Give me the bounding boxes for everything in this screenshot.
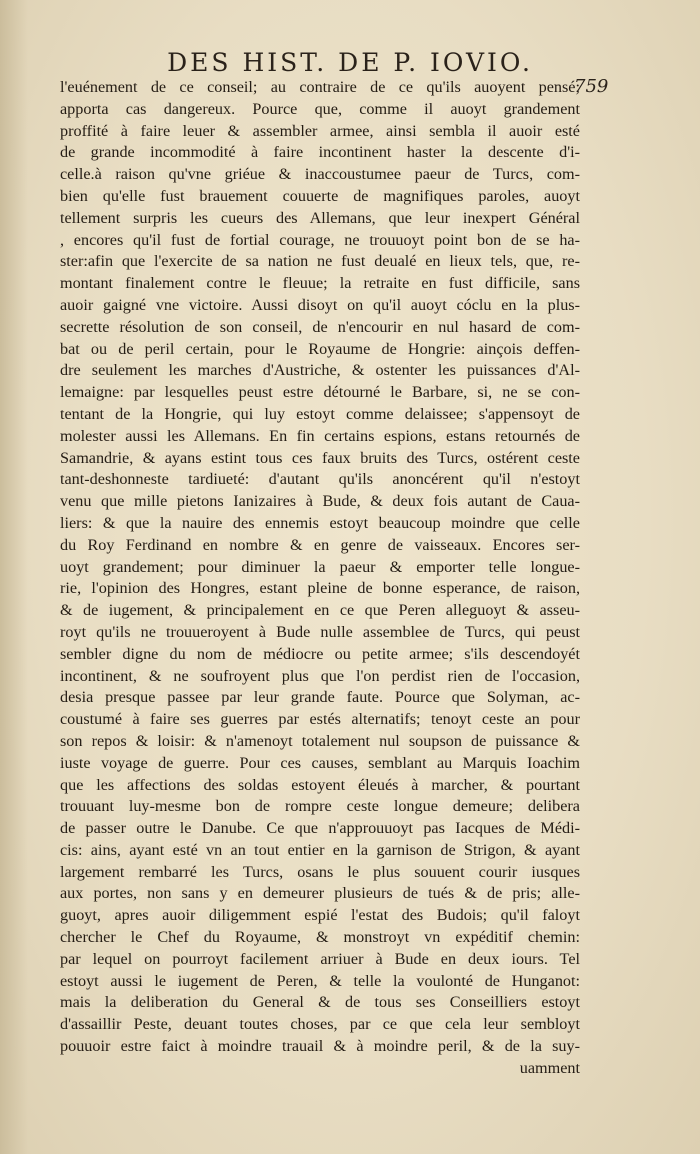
- text-line: son repos & loisir: & n'amenoyt totalement nul soupson de puissance &: [60, 731, 580, 750]
- text-line: royt qu'ils ne trouueroyent à Bude nulle assemblee de Turcs, qui peust: [60, 622, 580, 641]
- text-line: d'assaillir Peste, deuant toutes choses, par ce que cela leur sembloyt: [60, 1015, 580, 1034]
- body-text: [60, 77, 580, 1080]
- text-line: chercher le Chef du Royaume, & monstroyt vn expéditif chemin:: [60, 928, 580, 947]
- running-title: DES HIST. DE P. IOVIO.: [167, 48, 533, 77]
- text-line: trouuant luy-mesme bon de rompre ceste longue demeure; delibera: [60, 797, 580, 816]
- text-line: Samandrie, & ayans estint tous ces faux bruits des Turcs, ostérent ceste: [60, 448, 580, 467]
- text-line: rie, l'opinion des Hongres, estant pleine de bonne esperance, de raison,: [60, 579, 580, 598]
- text-line: uoyt grandement; pour diminuer la paeur & emporter telle longue-: [60, 557, 580, 576]
- text-line: l'euénement de ce conseil; au contraire de ce qu'ils auoyent pensé;: [60, 78, 580, 96]
- text-line: coustumé à faire ses guerres par estés alternatifs; tenoyt ceste an pour: [60, 710, 580, 729]
- text-line: ster:afin que l'exercite de sa nation ne fust deualé en lieux tels, que, re-: [60, 252, 580, 271]
- text-line: venu que mille pietons Ianizaires à Bude, & deux fois autant de Caua-: [60, 492, 580, 511]
- text-line: celle.à raison qu'vne griéue & inaccoustumee paeur de Turcs, com-: [60, 165, 580, 184]
- text-line: , encores qu'il fust de fortial courage, ne trouuoyt point bon de se ha-: [60, 230, 580, 249]
- text-line: bat ou de peril certain, pour le Royaume de Hongrie: ainçois deffen-: [60, 339, 580, 358]
- text-line: guoyt, apres auoir diligemment espié l'estat des Budois; qu'il faloyt: [60, 906, 580, 925]
- text-line: aux portes, non sans y en demeurer plusieurs de tués & de pris; alle-: [60, 884, 580, 903]
- text-line: estoyt aussi le iugement de Peren, & telle la voulonté de Hunganot:: [60, 971, 580, 990]
- text-line: auoir gaigné vne victoire. Aussi disoyt on qu'il auoyt cóclu en la plus-: [60, 295, 580, 314]
- text-line: apporta cas dangereux. Pource que, comme il auoyt grandement: [60, 99, 580, 118]
- text-line: proffité à faire leuer & assembler armee, ainsi sembla il auoir esté: [60, 121, 580, 140]
- text-line: dre seulement les marches d'Austriche, & ostenter les puissances d'Al-: [60, 361, 580, 380]
- text-line: bien qu'elle fust brauement couuerte de magnifiques paroles, auoyt: [60, 186, 580, 205]
- text-line: & de iugement, & principalement en ce que Peren alleguoyt & asseu-: [60, 601, 580, 620]
- text-line: du Roy Ferdinand en nombre & en genre de vaisseaux. Encores ser-: [60, 535, 580, 554]
- text-line: de passer outre le Danube. Ce que n'approuuoyt pas Iacques de Médi-: [60, 819, 580, 838]
- text-line: que les affections des soldas estoyent éleués à marcher, & pourtant: [60, 775, 580, 794]
- text-line: sembler digne du nom de médiocre ou petite armee; s'ils descendoyét: [60, 644, 580, 663]
- text-line: secrette résolution de son conseil, de n'encourir en nul hasard de com-: [60, 317, 580, 336]
- page-number: 759: [574, 76, 609, 97]
- text-line: mais la deliberation du General & de tous ses Conseilliers estoyt: [60, 993, 580, 1012]
- text-line: molester aussi les Allemans. En fin certains espions, estans retournés de: [60, 426, 580, 445]
- text-line: par lequel on pourroyt facilement arriuer à Bude en deux iours. Tel: [60, 949, 580, 968]
- text-line: incontinent, & ne soufroyent plus que l'on perdist rien de l'occasion,: [60, 666, 580, 685]
- text-line: montant finalement contre le fleuue; la retraite en fust difficile, sans: [60, 274, 580, 293]
- text-line: tant-deshonneste tardiueté: d'autant qu'ils anoncérent qu'il n'estoyt: [60, 470, 580, 489]
- text-line: liers: & que la nauire des ennemis estoyt beaucoup moindre que celle: [60, 513, 580, 532]
- text-line: de grande incommodité à faire incontinent haster la descente d'i-: [60, 143, 580, 162]
- text-line: lemaigne: par lesquelles peust estre détourné le Barbare, si, ne se con-: [60, 383, 580, 402]
- text-line: iuste voyage de guerre. Pour ces causes, semblant au Marquis Ioachim: [60, 753, 580, 772]
- text-line: pouuoir estre faict à moindre trauail & à moindre peril, & de la suy-: [60, 1037, 580, 1056]
- text-line: tellement surpris les cueurs des Allemans, que leur inexpert Général: [60, 208, 580, 227]
- text-line: desia presque passee par leur grande faute. Pource que Solyman, ac-: [60, 688, 580, 707]
- binding-shadow: [0, 0, 28, 1154]
- text-line: cis: ains, ayant esté vn an tout entier en la garnison de Strigon, & ayant: [60, 840, 580, 859]
- text-line: tentant de la Hongrie, qui luy estoyt comme delaissee; s'appensoyt de: [60, 404, 580, 423]
- text-line: largement rembarré les Turcs, osans le plus souuent courir iusques: [60, 862, 580, 881]
- text-line: uamment: [519, 1058, 580, 1077]
